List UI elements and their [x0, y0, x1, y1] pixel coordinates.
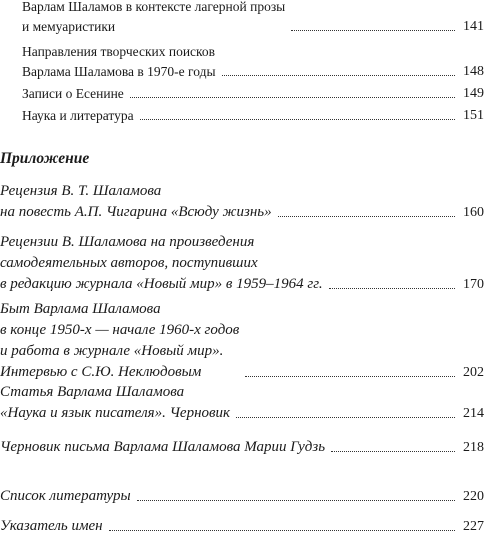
toc-entry-title: Наука и литература [22, 108, 134, 123]
page-number: 214 [463, 406, 484, 421]
page-number: 220 [463, 489, 484, 504]
page-number: 202 [463, 365, 484, 380]
toc-entry-name-index [0, 516, 484, 537]
dot-leader [245, 376, 455, 377]
toc-entry-title: Варлам Шаламов в контексте лагерной прозы и мемуаристики [22, 0, 286, 34]
toc-entry-title: Список литературы [0, 488, 131, 504]
toc-entry-directions [22, 42, 484, 82]
page-number: 141 [463, 19, 484, 34]
toc-entry-interview [0, 299, 484, 383]
dot-leader [137, 500, 455, 501]
dot-leader [278, 216, 455, 217]
page-number: 151 [463, 108, 484, 123]
page-number: 160 [463, 205, 484, 220]
toc-entry-title: Черновик письма Варлама Шаламова Марии Гудзь [0, 439, 326, 455]
dot-leader [329, 288, 455, 289]
toc-entry-letter-draft [0, 437, 484, 458]
dot-leader [140, 119, 455, 120]
toc-entry-title: Рецензии В. Шаламова на произведения самодеятельных авторов, поступивших в редакцию журнала «Новый мир» в 1959–1964 гг. [0, 234, 323, 292]
dot-leader [291, 30, 455, 31]
dot-leader [331, 451, 455, 452]
dot-leader [109, 530, 455, 531]
section-heading-appendix: Приложение [0, 150, 90, 167]
page-number: 149 [463, 86, 484, 101]
dot-leader [130, 97, 455, 98]
toc-entry-esenin [22, 84, 484, 104]
toc-entry-title: Статья Варлама Шаламова «Наука и язык писателя». Черновик [0, 384, 231, 421]
page-number: 218 [463, 440, 484, 455]
toc-entry-bibliography [0, 486, 484, 507]
page-number: 170 [463, 277, 484, 292]
toc-entry-reviews-amateur [0, 232, 484, 295]
toc-entry-title: Записи о Есенине [22, 86, 124, 101]
toc-entry-title: Рецензия В. Т. Шаламова на повесть А.П. Чигарина «Всюду жизнь» [0, 183, 272, 220]
page-number: 227 [463, 519, 484, 534]
dot-leader [222, 75, 455, 76]
toc-entry-article-science [0, 382, 484, 424]
toc-entry-lager-prose [22, 0, 484, 37]
toc-entry-science [22, 106, 484, 126]
dot-leader [236, 417, 455, 418]
toc-entry-title: Направления творческих поисков Варлама Шаламова в 1970-е годы [22, 44, 216, 79]
toc-entry-title: Быт Варлама Шаламова в конце 1950-х — начале 1960-х годов и работа в журнале «Новый мир». Интервью с С.Ю. Неклюдовым [0, 301, 240, 380]
toc-entry-title: Указатель имен [0, 518, 103, 534]
toc-entry-review-chigarin [0, 181, 484, 223]
page-number: 148 [463, 64, 484, 79]
